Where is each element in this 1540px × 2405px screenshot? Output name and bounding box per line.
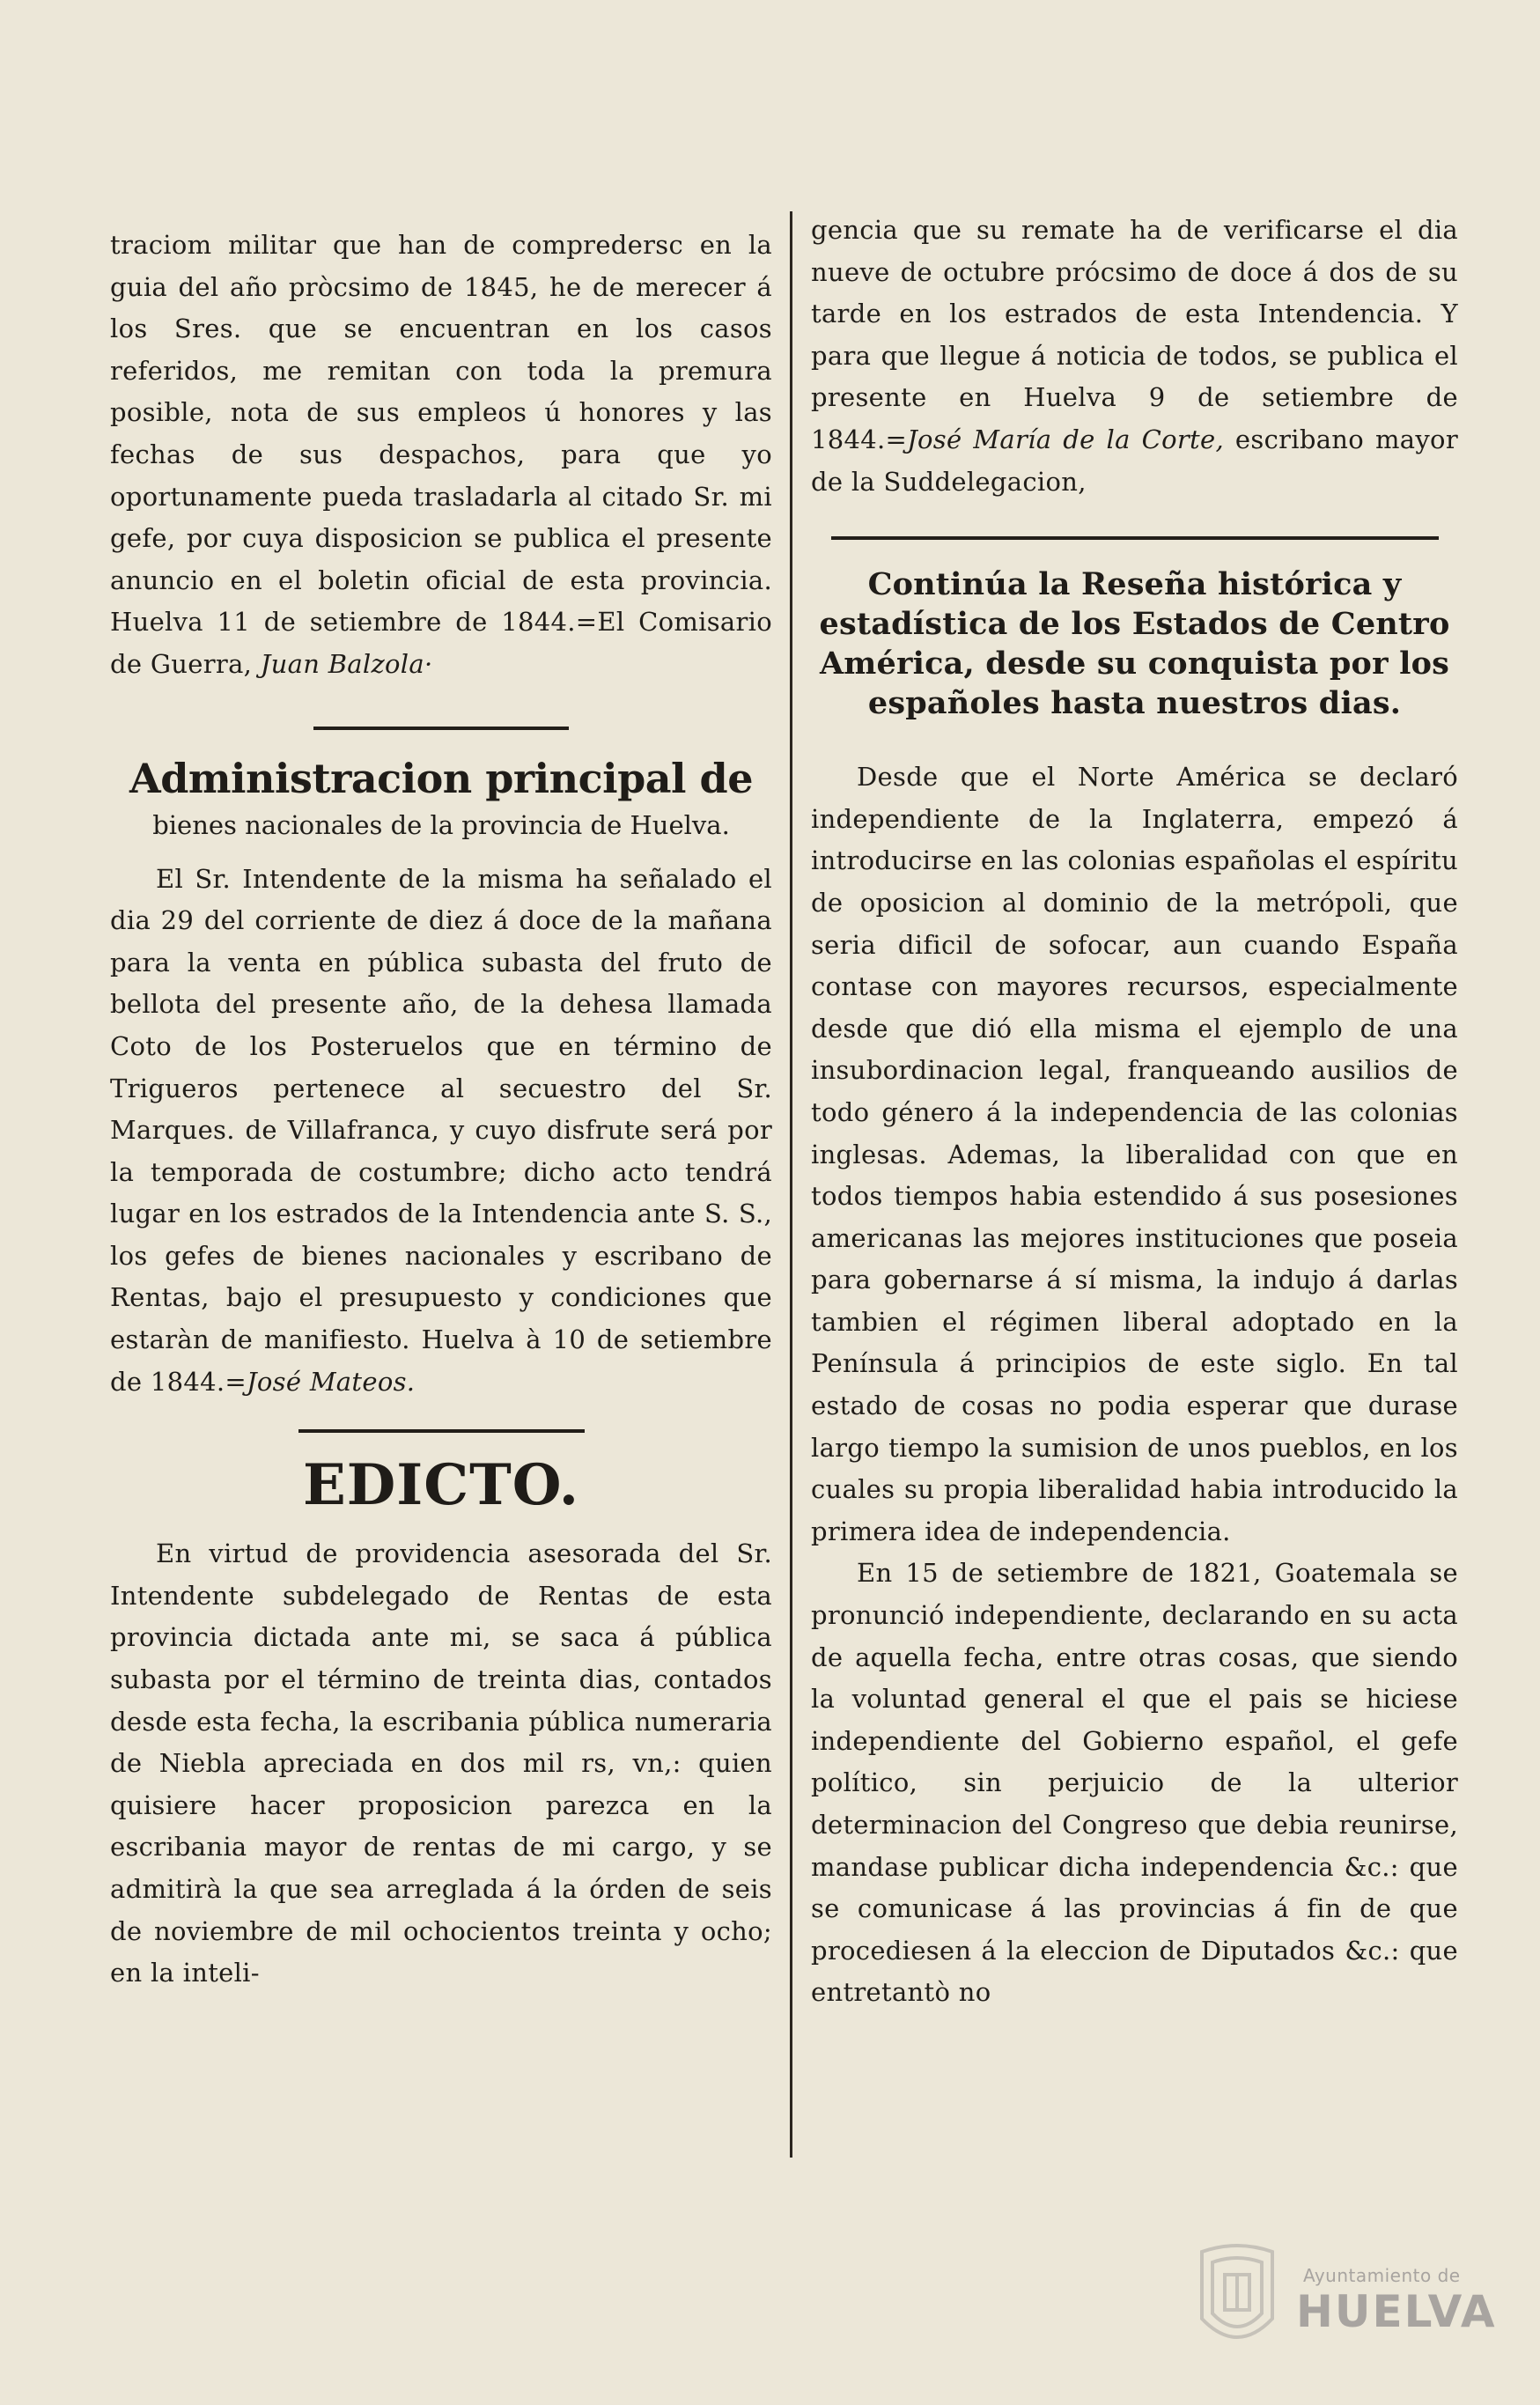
left-column [110, 225, 772, 1995]
column-divider [790, 211, 792, 2158]
admin-text: El Sr. Intendente de la misma ha señalado el dia 29 del corriente de diez á doce de la mañana para la venta en pública subasta del fruto de bellota del presente año, de la dehesa llamada Coto de los Posteruelos que en término de Trigueros pertenece al secuestro del Sr. Marques. de Villafranca, y cuyo disfrute será por la temporada de costumbre; dicho acto tendrá lugar en los estrados de la Intendencia ante S. S., los gefes de bienes nacionales y escribano de Rentas, bajo el presupuesto y condiciones que estaràn de manifiesto. Huelva à 10 de setiembre de 1844.= [110, 863, 772, 1397]
continuation-signature: Juan Balzola· [260, 648, 433, 679]
edicto-continuation-tail: escribano mayor de la Suddelegacion, [811, 424, 1458, 497]
edicto-continuation-text: gencia que su remate ha de verificarse el dia nueve de octubre prócsimo de doce á dos de su tarde en los estrados de esta Intendencia. Y para que llegue á noticia de todos, se publica el presente en Huelva 9 de setiembre de 1844.= [811, 215, 1458, 454]
edicto-continuation-signature: José María de la Corte, [907, 424, 1224, 454]
resena-paragraph-2: En 15 de setiembre de 1821, Goatemala se pronunció independiente, declarando en su acta de aquella fecha, entre otras cosas, que siendo la voluntad general el que el pais se hiciese independiente del Gobierno español, el gefe político, sin perjuicio de la ulterior determinacion del Congreso que debia reunirse, mandase publicar dicha independencia &c.: que se comunicase á las provincias á fin de que procediesen á la eleccion de Diputados &c.: que entretantò no [811, 1558, 1458, 2008]
continuation-text: traciom militar que han de compredersc en la guia del año pròcsimo de 1845, he de merecer á los Sres. que se encuentran en los casos referidos, me remitan con toda la premura posible, nota de sus empleos ú honores y las fechas de sus despachos, para que yo oportunamente pueda trasladarla al citado Sr. mi gefe, por cuya disposicion se publica el presente anuncio en el boletin oficial de esta provincia. Huelva 11 de setiembre de 1844.=El Comisario de Guerra, [110, 230, 772, 679]
watermark-line-2: HUELVA [1296, 2286, 1497, 2337]
edicto-continuation-paragraph [811, 210, 1458, 503]
admin-heading: Administracion principal de [129, 754, 753, 802]
resena-heading: Continúa la Reseña histórica y estadística de los Estados de Centro América, desde su conquista por los españoles hasta nuestros dias. [819, 566, 1450, 722]
admin-signature: José Mateos. [246, 1366, 416, 1397]
edicto-heading: EDICTO. [302, 1452, 580, 1519]
resena-paragraph-1: Desde que el Norte América se declaró independiente de la Inglaterra, empezó á introducirse en las colonias españolas el espíritu de oposicion al dominio de la metrópoli, que seria dificil de sofocar, aun cuando España contase con mayores recursos, especialmente desde que dió ella misma el ejemplo de una insubordinacion legal, franqueando ausilios de todo género á la independencia de las colonias inglesas. Ademas, la liberalidad con que en todos tiempos habia estendido á sus posesiones americanas las mejores instituciones que poseia para gobernarse á sí misma, la indujo á darlas tambien el régimen liberal adoptado en la Península á principios de este siglo. En tal estado de cosas no podia esperar que durase largo tiempo la sumision de unos pueblos, en los cuales su propia liberalidad habia introducido la primera idea de independencia. [811, 762, 1458, 1546]
admin-subheading: bienes nacionales de la provincia de Huelva. [152, 809, 730, 840]
continuation-paragraph [110, 225, 772, 686]
edicto-paragraph: En virtud de providencia asesorada del Sr. Intendente subdelegado de Rentas de esta provincia dictada ante mi, se saca á pública subasta por el término de treinta dias, contados desde esta fecha, la escribania pública numeraria de Niebla apreciada en dos mil rs, vn,: quien quisiere hacer proposicion parezca en la escribania mayor de rentas de mi cargo, y se admitirà la que sea arreglada á la órden de seis de noviembre de mil ochocientos treinta y ocho; en la inteli- [110, 1538, 772, 1988]
watermark-line-1: Ayuntamiento de [1303, 2265, 1461, 2286]
admin-paragraph [110, 859, 772, 1404]
right-column [811, 210, 1458, 2014]
